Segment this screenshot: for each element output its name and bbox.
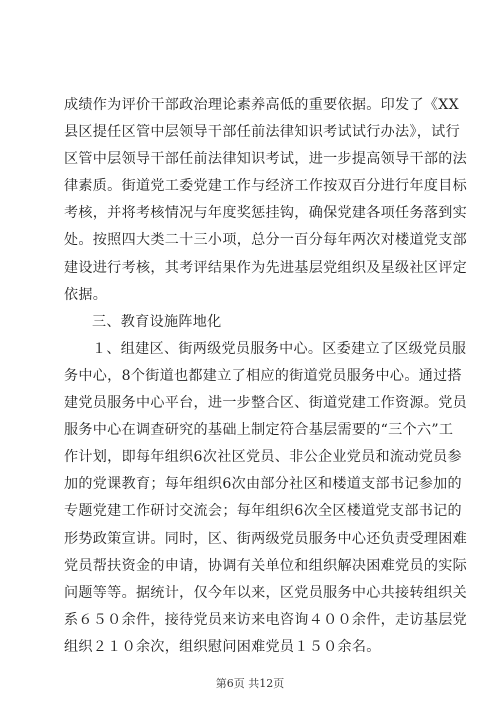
text-line: 加的党课教育；每年组织6次由部分社区和楼道支部书记参加的	[64, 476, 462, 493]
text-line: 考核，并将考核情况与年度奖惩挂钩，确保党建各项任务落到实	[64, 205, 468, 222]
page-footer: 第6页 共12页	[215, 677, 285, 690]
text-line: 系６５０余件，接待党员来访来电咨询４００余件，走访基层党	[64, 611, 468, 628]
paragraph	[64, 336, 467, 363]
text-line: 务中心，8个街道也都建立了相应的街道党员服务中心。通过搭	[64, 367, 462, 384]
text-line: 建设进行考核，其考评结果作为先进基层党组织及星级社区评定	[64, 259, 468, 276]
document-body	[64, 92, 468, 661]
text-line: 处。按照四大类二十三小项，总分一百分每年两次对楼道党支部	[64, 232, 468, 249]
text-line: 服务中心在调查研究的基础上制定符合基层需要的“三个六”工	[64, 422, 454, 439]
text-line: 依据。	[64, 286, 108, 303]
text-line: 律素质。街道党工委党建工作与经济工作按双百分进行年度目标	[64, 178, 468, 195]
text-line: 区管中层领导干部任前法律知识考试，进一步提高领导干部的法	[64, 151, 468, 168]
text-line: 形势政策宣讲。同时，区、街两级党员服务中心还负责受理困难	[64, 530, 468, 547]
paragraph	[64, 92, 468, 309]
text-line: 成绩作为评价干部政治理论素养高低的重要依据。印发了《XX	[64, 97, 459, 113]
text-line: 作计划，即每年组织6次社区党员、非公企业党员和流动党员参	[64, 449, 462, 466]
text-line: 党员帮扶资金的申请，协调有关单位和组织解决困难党员的实际	[64, 557, 468, 574]
text-line: １、组建区、街两级党员服务中心。区委建立了区级党员服	[92, 340, 467, 357]
text-line: 问题等等。据统计，仅今年以来，区党员服务中心共接转组织关	[64, 584, 468, 601]
text-line: 三、教育设施阵地化	[92, 313, 222, 330]
text-line: 专题党建工作研讨交流会；每年组织6次全区楼道党支部书记的	[64, 503, 462, 520]
text-line: 组织２１０余次，组织慰问困难党员１５０余名。	[64, 638, 381, 655]
paragraph	[64, 309, 440, 336]
text-line: 县区提任区管中层领导干部任前法律知识考试试行办法》，试行	[64, 124, 460, 141]
paragraph	[64, 363, 468, 661]
text-line: 建党员服务中心平台，进一步整合区、街道党建工作资源。党员	[64, 395, 468, 412]
